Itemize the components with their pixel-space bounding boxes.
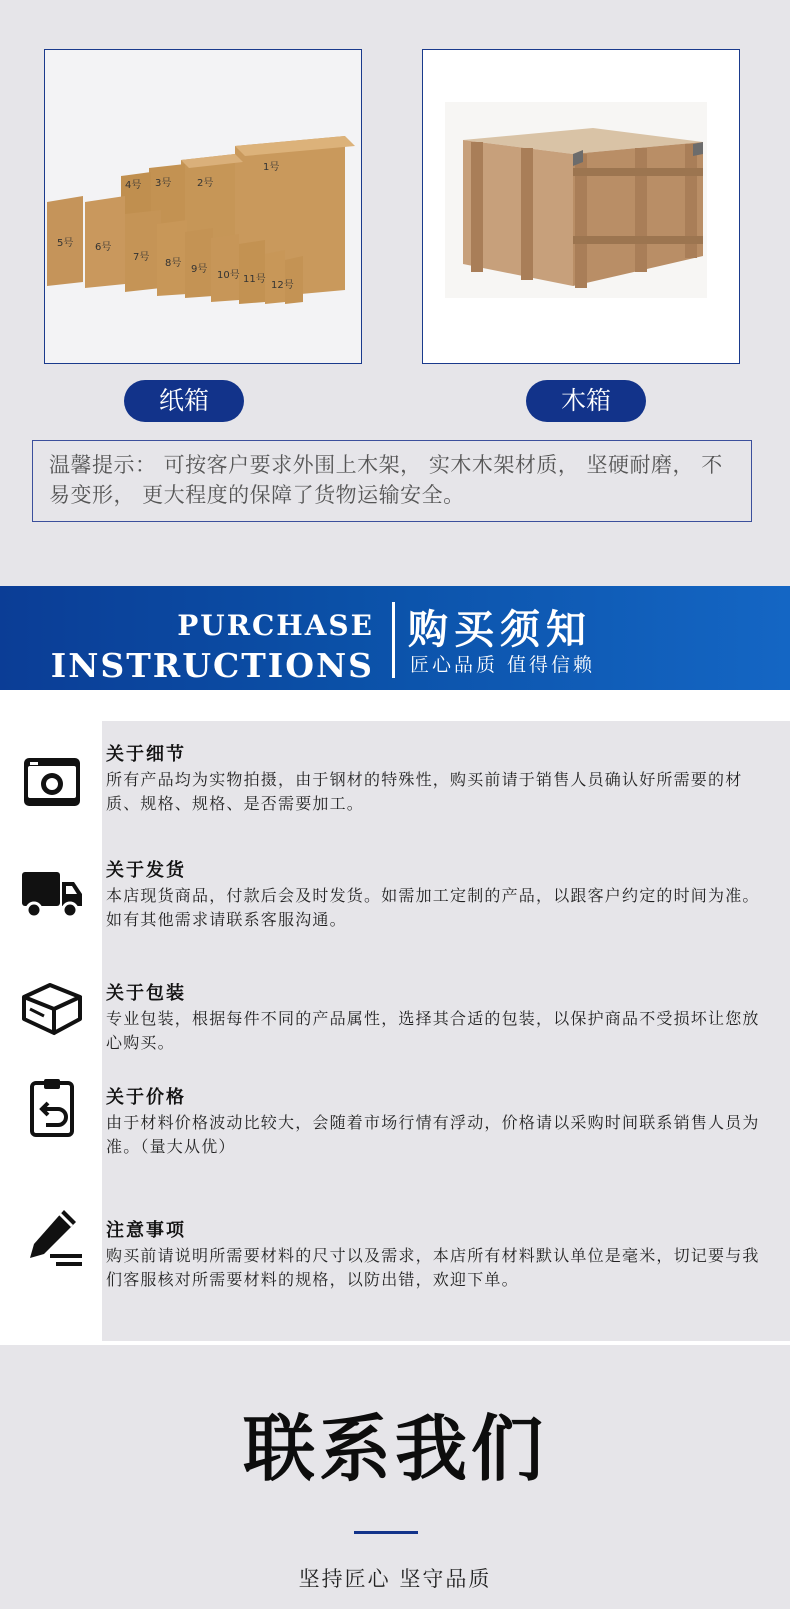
instruction-title: 关于包装 (106, 983, 186, 1004)
instruction-text: 本店现货商品，付款后会及时发货。如需加工定制的产品，以跟客户约定的时间为准。如有其他需求请联系客服沟通。 (106, 886, 760, 929)
banner-en-line2: INSTRUCTIONS (50, 646, 374, 685)
banner-divider (392, 602, 395, 678)
wooden-crate-image (422, 49, 740, 364)
instruction-text: 购买前请说明所需要材料的尺寸以及需求，本店所有材料默认单位是毫米，切记要与我们客服核对所需要材料的规格，以防出错，欢迎下单。 (106, 1246, 760, 1289)
carton-label-6: 6号 (95, 242, 112, 253)
wooden-crate-label: 木箱 (526, 380, 646, 422)
carton-label-9: 9号 (191, 264, 208, 275)
instruction-title: 注意事项 (106, 1220, 186, 1241)
instruction-title: 关于价格 (106, 1087, 186, 1108)
banner-chinese-title: 购买须知 (408, 607, 592, 653)
instruction-text: 由于材料价格波动比较大，会随着市场行情有浮动，价格请以采购时间联系销售人员为准。（量大从优） (106, 1113, 760, 1156)
camera-icon (20, 750, 84, 814)
clipboard-icon (20, 1075, 84, 1139)
contact-title: 联系我们 (242, 1407, 547, 1491)
packaging-section (0, 0, 790, 585)
carton-label-1: 1号 (263, 162, 280, 173)
carton-label: 纸箱 (124, 380, 244, 422)
carton-label-5: 5号 (57, 238, 74, 249)
contact-section (0, 1345, 790, 1609)
banner-english-title (51, 606, 374, 686)
banner-en-line1: PURCHASE (177, 609, 374, 642)
instruction-title: 关于发货 (106, 860, 186, 881)
pen-icon (20, 1204, 84, 1268)
carton-label-3: 3号 (155, 178, 172, 189)
truck-icon (20, 862, 84, 926)
instructions-section (0, 690, 790, 1345)
carton-label-7: 7号 (133, 252, 150, 263)
wooden-crate-illustration (423, 50, 738, 362)
carton-image (44, 49, 362, 364)
carton-label-2: 2号 (197, 178, 214, 189)
instruction-text: 所有产品均为实物拍摄，由于钢材的特殊性，购买前请于销售人员确认好所需要的材质、规格、规格、是否需要加工。 (106, 770, 743, 813)
carton-label-4: 4号 (125, 180, 142, 191)
purchase-instructions-banner (0, 586, 790, 690)
carton-label-8: 8号 (165, 258, 182, 269)
carton-boxes-illustration (45, 50, 360, 362)
contact-divider (354, 1531, 418, 1534)
instruction-title: 关于细节 (106, 744, 186, 765)
carton-label-11: 11号 (243, 274, 266, 285)
packaging-tip: 温馨提示： 可按客户要求外围上木架， 实木木架材质， 坚硬耐磨， 不易变形， 更大程度的保障了货物运输安全。 (32, 440, 752, 522)
banner-chinese-subtitle: 匠心品质 值得信赖 (410, 654, 596, 676)
carton-label-10: 10号 (217, 270, 240, 281)
instruction-text: 专业包装，根据每件不同的产品属性，选择其合适的包装，以保护商品不受损坏让您放心购买。 (106, 1009, 760, 1052)
contact-subtitle: 坚持匠心 坚守品质 (298, 1567, 492, 1591)
carton-label-12: 12号 (271, 280, 294, 291)
package-icon (20, 975, 84, 1039)
